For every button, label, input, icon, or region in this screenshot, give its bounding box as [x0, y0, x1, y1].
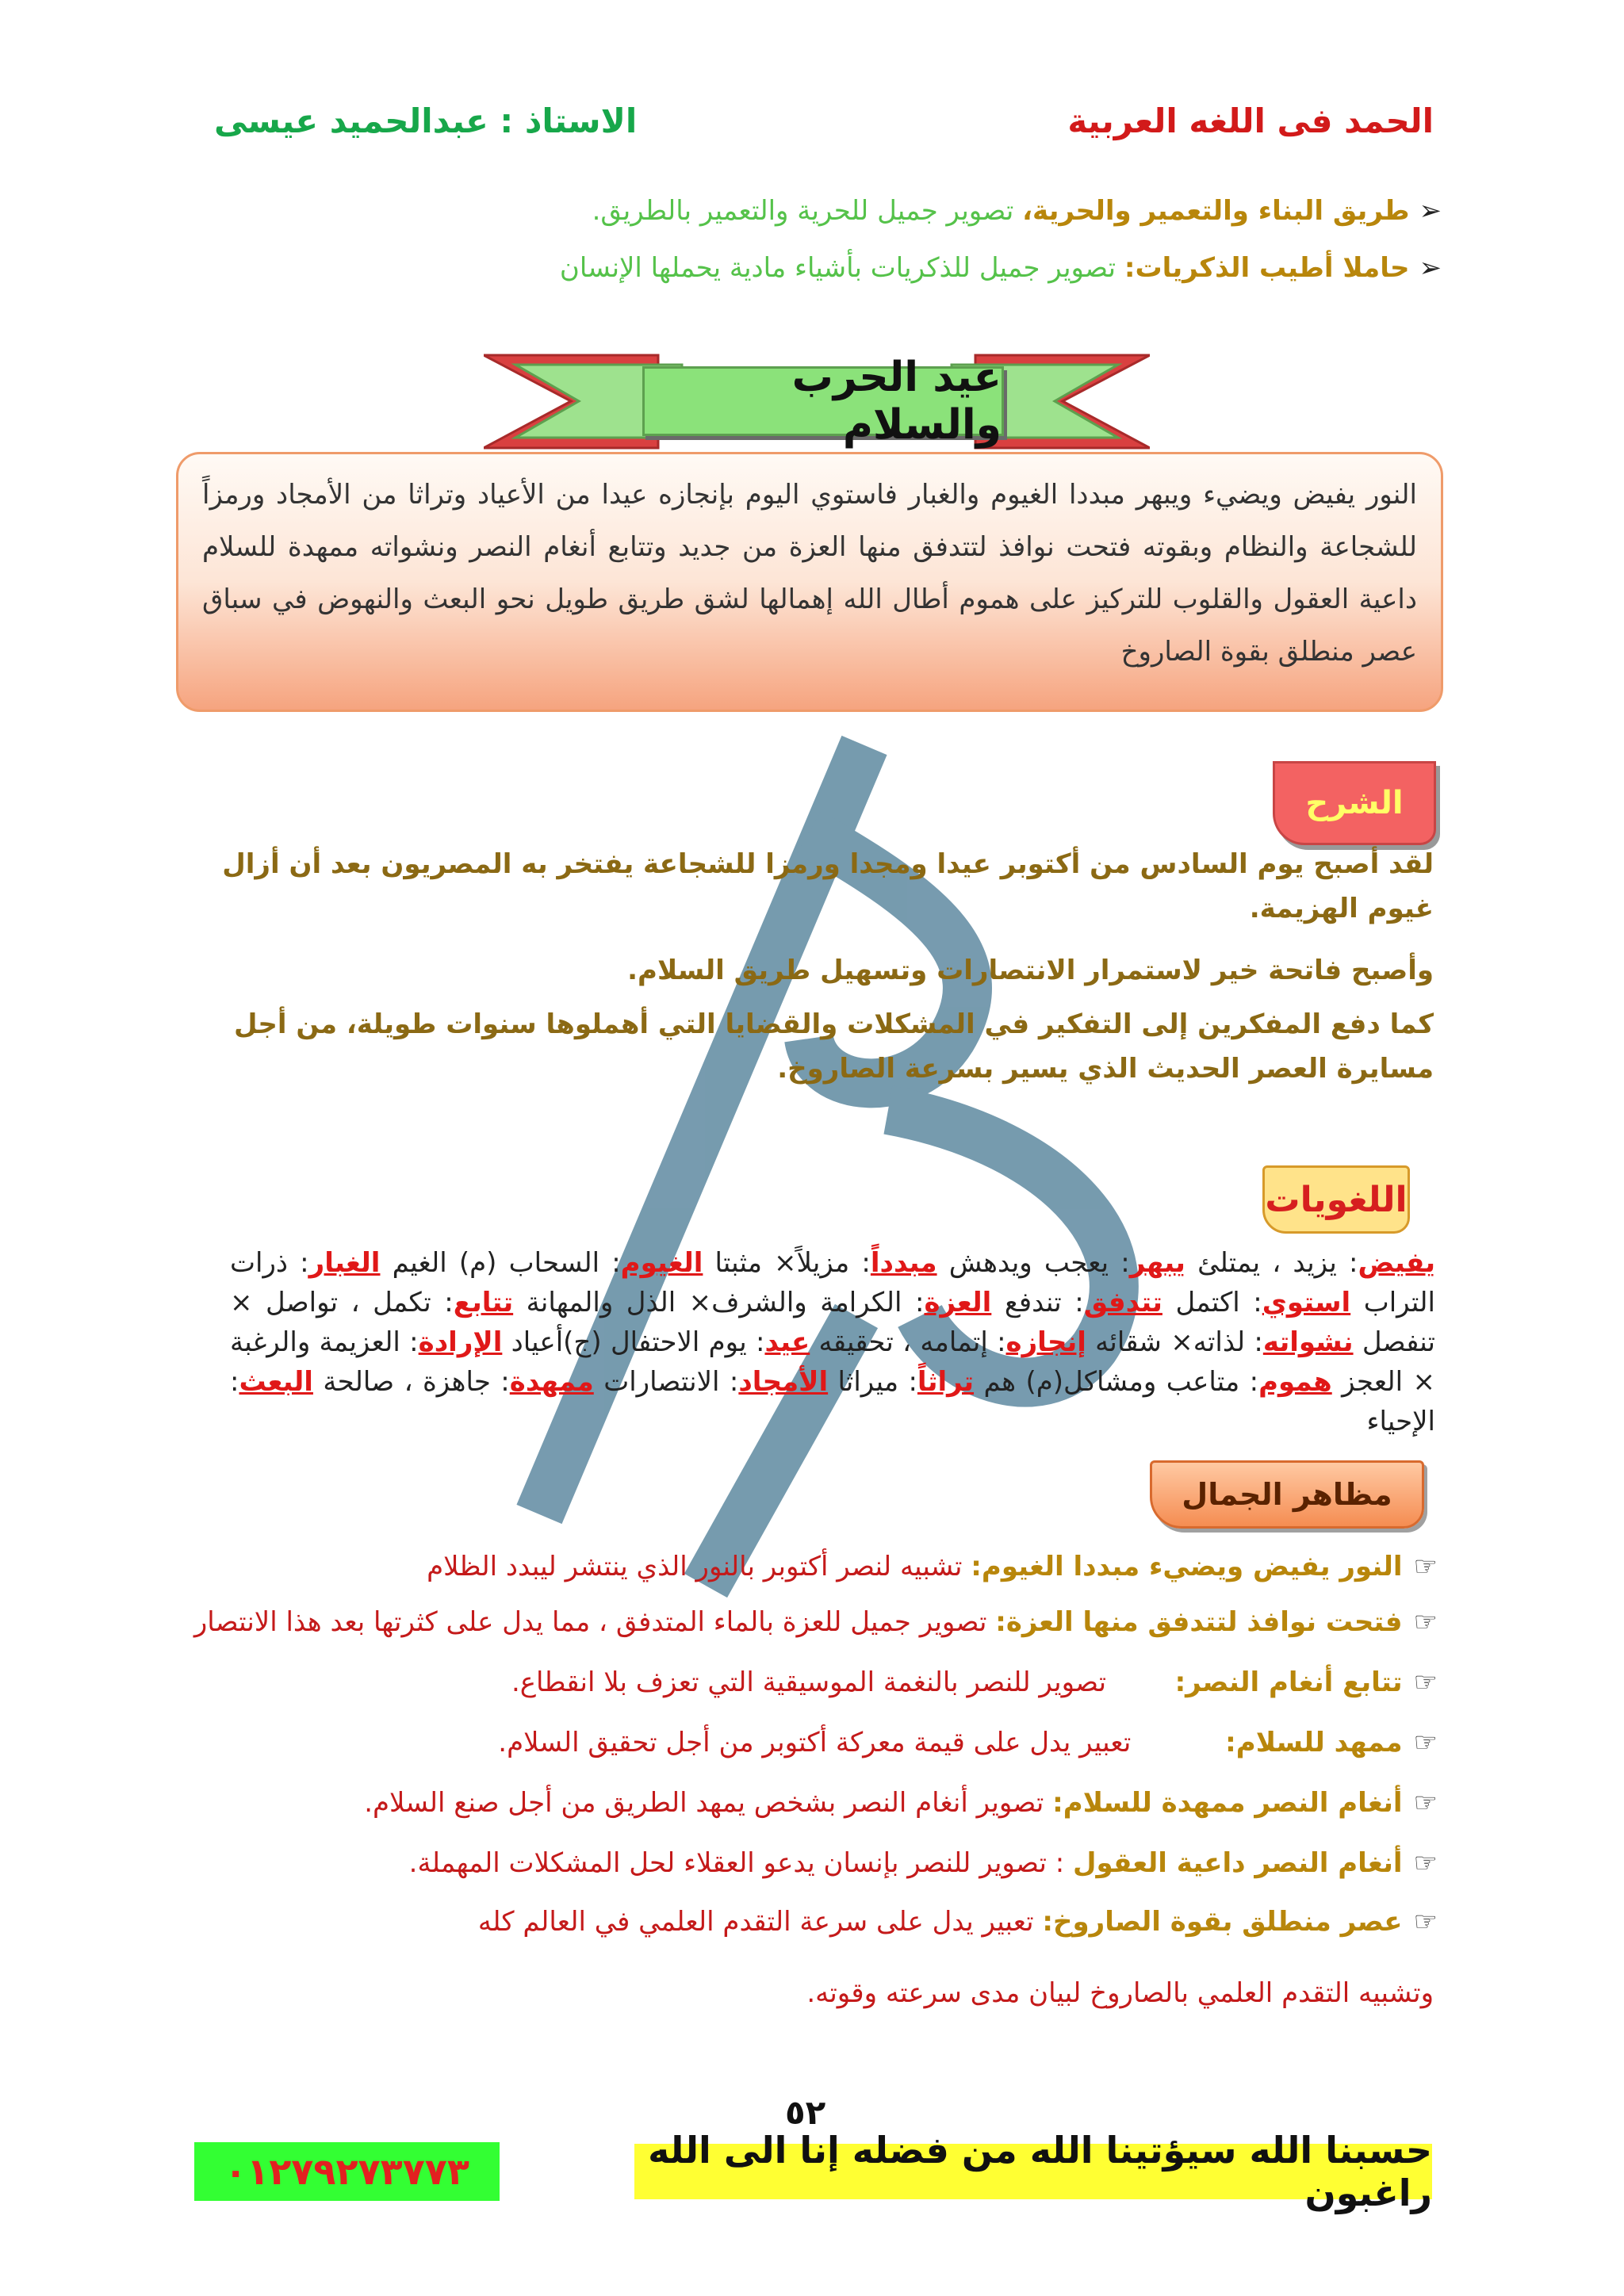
vocab-word: ممهدة	[509, 1366, 594, 1398]
vocab-word: يفيض	[1358, 1247, 1435, 1279]
vocab-word: الغيوم	[620, 1247, 703, 1279]
closing-note: وتشبيه التقدم العلمي بالصاروخ لبيان مدى سرعته وقوته.	[806, 1977, 1434, 2009]
page-title: الحمد فى اللغه العربية	[1067, 101, 1434, 140]
bullet-key: حاملا أطيب الذكريات:	[1124, 252, 1410, 284]
vocab-label: اللغويات	[1262, 1165, 1410, 1234]
vocab-meaning: : يعجب ويدهش	[936, 1247, 1130, 1279]
vocab-meaning: : ميراثا	[828, 1366, 917, 1398]
beauty-label: مظاهر الجمال	[1150, 1460, 1424, 1529]
beauty-item	[511, 1667, 1438, 1698]
lesson-title: عيد الحرب والسلام	[642, 366, 1004, 436]
vocab-word: الأمجاد	[738, 1366, 829, 1398]
top-bullet	[592, 195, 1442, 227]
vocab-meaning: : متاعب ومشاكل(م) هم	[974, 1366, 1259, 1398]
vocab-meaning: : اكتمل	[1162, 1287, 1262, 1318]
beauty-explanation: تصوير جميل للعزة بالماء المتدفق ، مما يدل على كثرتها بعد هذا الانتصار	[193, 1606, 996, 1638]
beauty-explanation: تعبير يدل على قيمة معركة أكتوبر من أجل تحقيق السلام.	[498, 1727, 1226, 1758]
beauty-phrase: ممهد للسلام:	[1225, 1727, 1403, 1758]
vocab-meaning: : تندفع	[991, 1287, 1084, 1318]
vocab-word: تتدفق	[1083, 1287, 1162, 1318]
vocab-meaning: : مزيلاً× مثبتا	[703, 1247, 871, 1279]
beauty-phrase: فتحت نوافذ لتتدفق منها العزة:	[995, 1606, 1403, 1638]
bullet-value: تصوير جميل للحرية والتعمير بالطريق.	[592, 195, 1023, 227]
beauty-item	[498, 1727, 1438, 1758]
vocab-meaning: : الانتصارات	[593, 1366, 739, 1398]
explanation-paragraph: وأصبح فاتحة خير لاستمرار الانتصارات وتسهيل طريق السلام.	[627, 955, 1434, 986]
beauty-phrase: أنغام النصر ممهدة للسلام:	[1052, 1787, 1403, 1819]
vocab-meaning: : لذاته× شقائه	[1086, 1326, 1263, 1358]
beauty-explanation: تصوير أنغام النصر بشخص يمهد الطريق من أجل صنع السلام.	[364, 1787, 1053, 1819]
vocab-meaning: : جاهزة ، صالحة	[312, 1366, 510, 1398]
hand-pointer-icon: ☞	[1413, 1847, 1438, 1879]
vocab-word: الإرادة	[418, 1326, 503, 1358]
vocab-word: الغبار	[308, 1247, 381, 1279]
bullet-key: طريق البناء والتعمير والحرية،	[1022, 195, 1410, 227]
vocab-meaning: : السحاب (م) الغيم	[380, 1247, 621, 1279]
beauty-item	[194, 1606, 1438, 1638]
beauty-phrase: النور يفيض ويضيء مبددا الغيوم:	[971, 1551, 1403, 1582]
vocab-word: مبدداً	[870, 1247, 937, 1279]
beauty-explanation: تصوير للنصر بالنغمة الموسيقية التي تعزف بلا انقطاع.	[511, 1667, 1175, 1698]
explanation-paragraph: كما دفع المفكرين إلى التفكير في المشكلات والقضايا التي أهملوها سنوات طويلة، من أجل مسايرة العصر الحديث الذي يسير بسرعة الصاروخ.	[234, 1008, 1434, 1085]
beauty-item	[364, 1787, 1438, 1819]
watermark-graphic	[444, 698, 1237, 1609]
footer-phone: ٠١٢٧٩٢٧٣٧٧٣	[194, 2142, 500, 2201]
vocab-meaning: : يزيد ، يمتلئ	[1185, 1247, 1358, 1279]
vocab-word: هموم	[1258, 1366, 1332, 1398]
beauty-explanation: : تصوير للنصر بإنسان يدعو العقلاء لحل المشكلات المهملة.	[408, 1847, 1074, 1879]
hand-pointer-icon: ☞	[1413, 1787, 1438, 1819]
vocab-meaning: : إتمامه ، تحقيقه	[810, 1326, 1006, 1358]
explanation-paragraph: لقد أصبح يوم السادس من أكتوبر عيدا ومجدا ورمزا للشجاعة يفتخر به المصريون بعد أن أزال غيوم الهزيمة.	[222, 848, 1434, 924]
vocab-word: استوي	[1262, 1287, 1351, 1318]
footer-prayer: حسبنا الله سيؤتينا الله من فضله إنا الى الله راغبون	[634, 2144, 1432, 2199]
vocab-word: عيد	[764, 1326, 810, 1358]
vocab-word: تتابع	[453, 1287, 514, 1318]
hand-pointer-icon: ☞	[1413, 1906, 1438, 1938]
beauty-item	[478, 1906, 1438, 1938]
top-bullet	[560, 252, 1442, 284]
explanation-label: الشرح	[1273, 761, 1436, 845]
vocab-word: يبهر	[1129, 1247, 1185, 1279]
beauty-phrase: أنغام النصر داعية العقول	[1073, 1847, 1403, 1879]
vocab-meaning: : الكرامة والشرف× الذل والمهانة	[513, 1287, 925, 1318]
arrow-bullet-icon: ➢	[1419, 195, 1442, 227]
vocab-word: تراثاً	[917, 1366, 975, 1398]
vocab-word: نشواته	[1262, 1326, 1354, 1358]
vocab-word: البعث	[239, 1366, 313, 1398]
hand-pointer-icon: ☞	[1413, 1667, 1438, 1698]
intro-passage: النور يفيض ويضيء ويبهر مبددا الغيوم والغبار فاستوي اليوم بإنجازه عيدا من الأعياد وتراثا من الأمجاد ورمزاً للشجاعة والنظام وبقوته فتحت نوافذ لتتدفق منها العزة من جديد وتتابع أنغام النصر ونشواته ممهدة للسلام داعية العقول والقلوب للتركيز على هموم أطال الله إهمالها لشق طريق طويل نحو البعث والنهوض في سباق عصر منطلق بقوة الصاروخ	[176, 452, 1443, 712]
beauty-item	[409, 1847, 1438, 1879]
vocab-meaning: : الإحياء	[230, 1366, 1435, 1437]
vocab-word: إنجازه	[1005, 1326, 1086, 1358]
beauty-phrase: تتابع أنغام النصر:	[1174, 1667, 1403, 1698]
beauty-explanation: تعبير يدل على سرعة التقدم العلمي في العالم كله	[477, 1906, 1043, 1938]
hand-pointer-icon: ☞	[1413, 1606, 1438, 1638]
vocab-meaning: : تكمل ، تواصل × تنفصل	[230, 1287, 1436, 1358]
beauty-phrase: عصر منطلق بقوة الصاروخ:	[1042, 1906, 1403, 1938]
hand-pointer-icon: ☞	[1413, 1551, 1438, 1582]
beauty-explanation: تشبيه لنصر أكتوبر بالنور الذي ينتشر ليبدد الظلام	[427, 1551, 971, 1582]
vocab-word: العزة	[924, 1287, 992, 1318]
hand-pointer-icon: ☞	[1413, 1727, 1438, 1758]
vocab-meaning: : ذرات التراب	[230, 1247, 1435, 1318]
vocab-paragraph	[230, 1243, 1435, 1441]
beauty-item	[427, 1551, 1438, 1582]
teacher-name: الاستاذ : عبدالحميد عيسى	[214, 101, 638, 140]
vocab-meaning: : يوم الاحتفال (ج)أعياد	[502, 1326, 765, 1358]
bullet-value: تصوير جميل للذكريات بأشياء مادية يحملها الإنسان	[559, 252, 1124, 284]
vocab-meaning: : العزيمة والرغبة × العجز	[230, 1326, 1435, 1398]
page-number: ٥٢	[785, 2093, 826, 2132]
arrow-bullet-icon: ➢	[1419, 252, 1442, 284]
